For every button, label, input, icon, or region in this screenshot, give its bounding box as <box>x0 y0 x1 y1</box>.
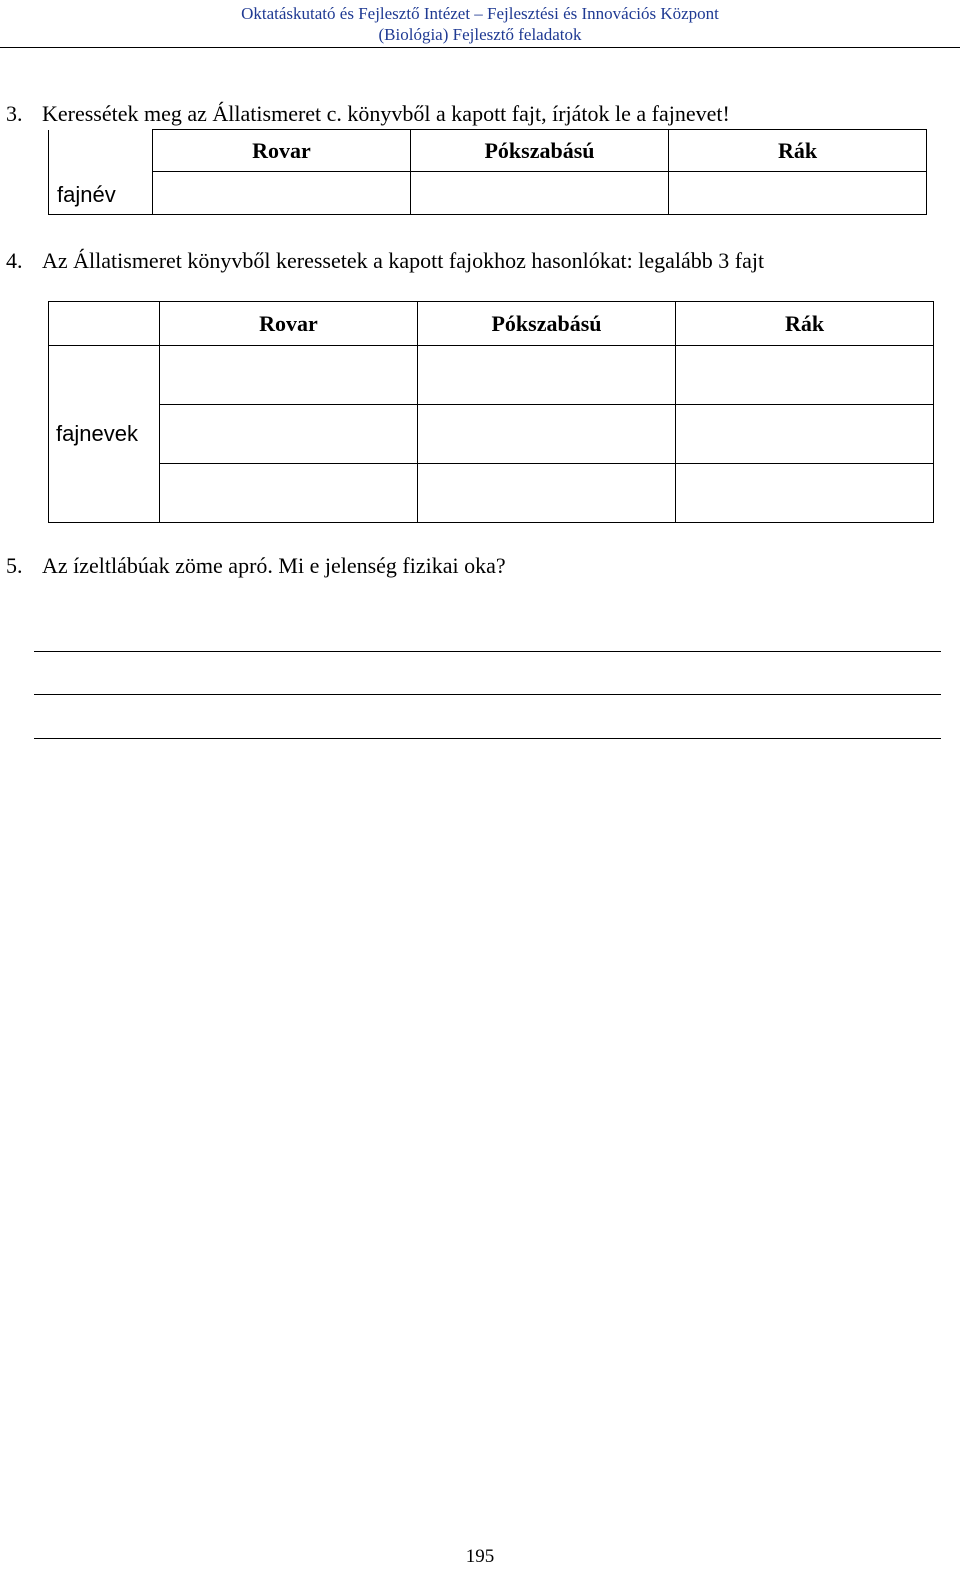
task-4-answer-pokszabasu-2[interactable] <box>418 405 676 464</box>
task-4-header-rovar: Rovar <box>160 302 418 346</box>
task-3-prompt <box>6 101 730 127</box>
task-3-header-rovar: Rovar <box>153 130 411 172</box>
task-4-answer-rovar-2[interactable] <box>160 405 418 464</box>
task-3-answer-rak[interactable] <box>669 172 927 214</box>
task-4-answer-rak-3[interactable] <box>676 464 934 523</box>
task-4-header-pokszabasu: Pókszabású <box>418 302 676 346</box>
header-institution: Oktatáskutató és Fejlesztő Intézet – Fejlesztési és Innovációs Központ <box>241 4 719 23</box>
task-3-number: 3. <box>6 101 23 126</box>
task-5-answer-line-3[interactable] <box>34 738 941 739</box>
task-3-answer-pokszabasu[interactable] <box>411 172 669 214</box>
task-5-answer-line-2[interactable] <box>34 694 941 695</box>
task-4-text: Az Állatismeret könyvből keressetek a kapott fajokhoz hasonlókat: legalább 3 fajt <box>42 248 765 273</box>
task-4-number: 4. <box>6 248 23 273</box>
task-4-answer-rak-1[interactable] <box>676 346 934 405</box>
task-3-header-pokszabasu: Pókszabású <box>411 130 669 172</box>
task-4-answer-rovar-1[interactable] <box>160 346 418 405</box>
task-5-text: Az ízeltlábúak zöme apró. Mi e jelenség fizikai oka? <box>42 553 506 578</box>
task-4-corner-cell <box>49 302 160 346</box>
task-5-answer-line-1[interactable] <box>34 651 941 652</box>
page-header <box>0 0 960 48</box>
task-3-row-label: fajnév <box>57 181 116 207</box>
task-3-table <box>48 129 927 215</box>
task-3-label-cell <box>49 130 153 215</box>
task-4-row-label: fajnevek <box>49 346 160 523</box>
task-4-answer-pokszabasu-3[interactable] <box>418 464 676 523</box>
task-3-answer-rovar[interactable] <box>153 172 411 214</box>
task-3-header-rak: Rák <box>669 130 927 172</box>
task-5-prompt <box>6 553 506 579</box>
page-number: 195 <box>465 1546 495 1567</box>
header-subtitle: (Biológia) Fejlesztő feladatok <box>378 25 582 44</box>
task-5-number: 5. <box>6 553 23 578</box>
task-3-text: Keressétek meg az Állatismeret c. könyvből a kapott fajt, írjátok le a fajnevet! <box>42 101 730 126</box>
task-4-answer-rovar-3[interactable] <box>160 464 418 523</box>
task-4-header-rak: Rák <box>676 302 934 346</box>
task-4-prompt <box>6 248 764 274</box>
task-4-answer-rak-2[interactable] <box>676 405 934 464</box>
task-4-answer-pokszabasu-1[interactable] <box>418 346 676 405</box>
task-4-table <box>48 301 934 523</box>
